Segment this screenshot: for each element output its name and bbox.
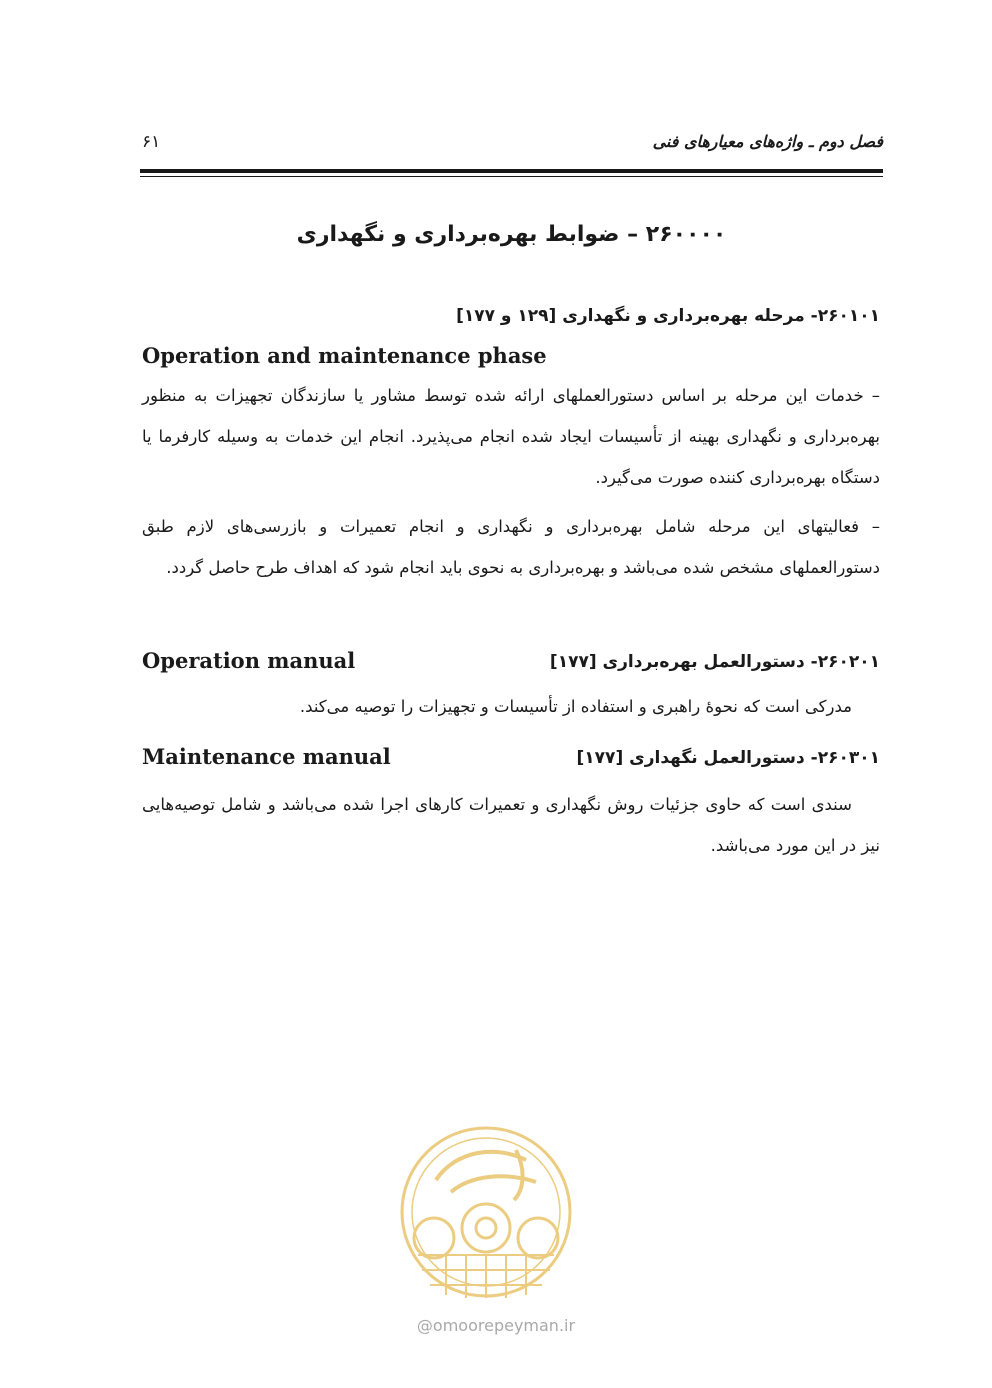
running-header [142,128,883,164]
chapter-title: فصل دوم ـ واژه‌های معیارهای فنی [652,132,883,151]
header-rule-thin [140,176,883,177]
term-heading-operation-phase: ۲۶۰۱۰۱- مرحله بهره‌برداری و نگهداری [۱۲۹ و ۱۷۷] [456,306,880,326]
watermark-site: @omoorepeyman.ir [416,1316,576,1335]
term-english-operation-manual: Operation manual [142,648,356,673]
header-rule-thick [140,169,883,173]
term-english-maintenance-manual: Maintenance manual [142,744,391,769]
term-heading-maintenance-manual: ۲۶۰۳۰۱- دستورالعمل نگهداری [۱۷۷] [576,748,880,768]
term-row-maintenance-manual [142,744,880,778]
term-heading-operation-manual: ۲۶۰۲۰۱- دستورالعمل بهره‌برداری [۱۷۷] [549,652,880,672]
term-paragraph-2: – فعالیتهای این مرحله شامل بهره‌برداری و نگهداری و انجام تعمیرات و بازرسی‌های لازم طبق دستورالعملهای مشخص شده می‌باشد و بهره‌برداری به نحوی باید انجام شود که اهداف طرح حاصل گردد. [142,517,880,577]
term-english-operation-phase: Operation and maintenance phase [142,343,547,368]
term-row-operation-manual [142,648,880,682]
term-paragraph-operation-manual: مدرکی است که نحوهٔ راهبری و استفاده از تأسیسات و تجهیزات را توصیه می‌کند. [299,697,852,716]
term-paragraph-1: – خدمات این مرحله بر اساس دستورالعملهای ارائه شده توسط مشاور یا سازندگان تجهیزات به منظور بهره‌برداری و نگهداری بهینه از تأسیسات ایجاد شده انجام می‌پذیرد. انجام این خدمات به وسیله کارفرما یا دستگاه بهره‌برداری کننده صورت می‌گیرد. [142,386,880,487]
section-title: ۲۶۰۰۰۰ – ضوابط بهره‌برداری و نگهداری [296,222,727,247]
page-number: ۶۱ [142,132,161,152]
term-paragraph-maintenance-manual: سندی است که حاوی جزئیات روش نگهداری و تعمیرات کارهای اجرا شده می‌باشد و شامل توصیه‌هایی نیز در این مورد می‌باشد. [142,795,880,855]
watermark-seal-logo [396,1120,576,1305]
